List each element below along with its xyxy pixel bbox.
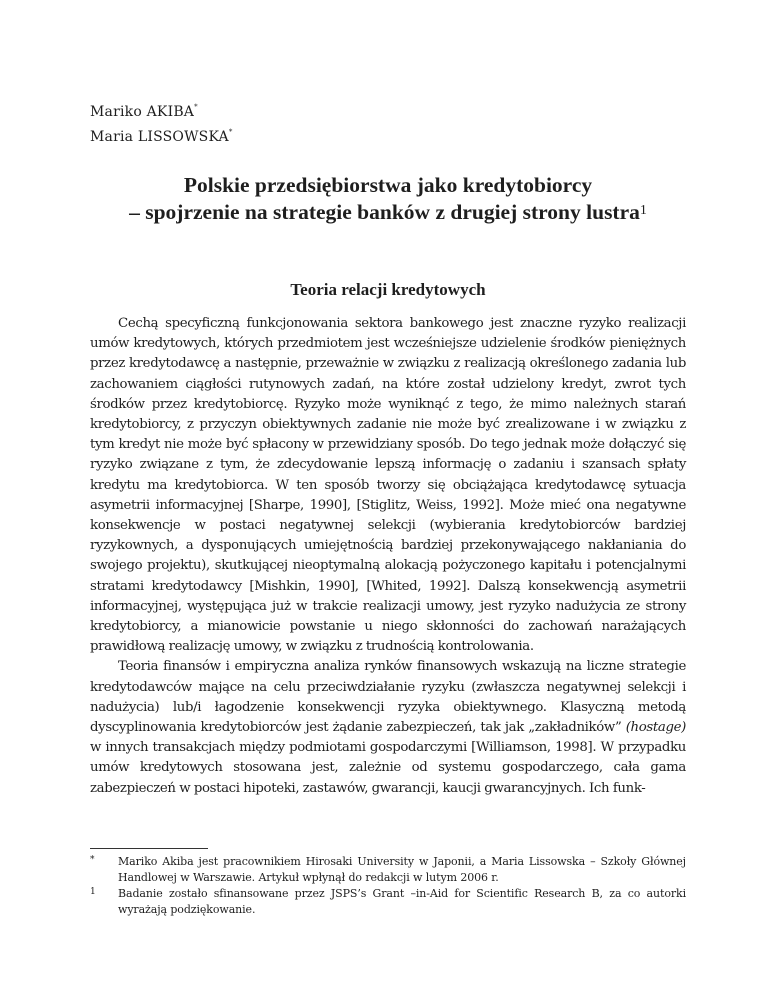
author-line: [90, 122, 233, 147]
paper-title: [90, 173, 686, 225]
author-line: [90, 97, 233, 122]
paragraph-text: Teoria finansów i empiryczna analiza rynków finansowych wskazują na liczne strategie kredytodawców mające na celu przeciwdziałanie ryzyku (zwłaszcza negatywnej selekcji i nadużycia) lub/i łagodzenie konsekwencji ryzyka obiektywnego. Klasyczną metodą dyscyplinowania kredytobiorców jest żądanie zabezpieczeń, tak jak „zakładników”: [90, 659, 686, 736]
footnote-text: Badanie zostało sfinansowane przez JSPS’s Grant –in-Aid for Scientific Research B, za co autorki wyrażają podziękowanie.: [118, 887, 686, 916]
author-list: [90, 97, 233, 147]
footnote-text: Mariko Akiba jest pracownikiem Hirosaki University w Japonii, a Maria Lissowska – Szkoły Głównej Handlowej w Warszawie. Artykuł wpłynął do redakcji w lutym 2006 r.: [118, 855, 686, 884]
footnote-separator: [90, 848, 208, 849]
section-heading: Teoria relacji kredytowych: [290, 280, 486, 299]
body-text: [90, 314, 686, 799]
italic-term: (hostage): [625, 720, 686, 736]
footnote: [90, 854, 686, 886]
author-name: Maria LISSOWSKA: [90, 129, 229, 145]
paragraph-text: w innych transakcjach między podmiotami gospodarczymi [Williamson, 1998]. W przypadku umów kredytowych stosowana jest, zależnie od systemu gospodarczego, cała gama zabezpieczeń w postaci hipoteki, zastawów, gwarancji, kaucji gwarancyjnych. Ich funk-: [90, 740, 686, 796]
paragraph: [90, 657, 686, 798]
title-line-2: [90, 198, 686, 225]
footnote-mark: 1: [90, 887, 96, 897]
author-footnote-mark: *: [228, 128, 233, 136]
footnote-mark: *: [90, 855, 95, 865]
title-line-2-text: – spojrzenie na strategie banków z drugiej strony lustra: [129, 200, 640, 224]
footnotes: [90, 854, 686, 918]
paragraph: Cechą specyficzną funkcjonowania sektora bankowego jest znaczne ryzyko realizacji umów kredytowych, których przedmiotem jest wcześniejsze udzielenie środków pieniężnych przez kredytodawcę a następnie, przeważnie w związku z realizacją określonego zadania lub zachowaniem ciągłości rutynowych zadań, na które został udzielony kredyt, zwrot tych środków przez kredytobiorcę. Ryzyko może wyniknąć z tego, że mimo należnych starań kredytobiorcy, z przyczyn obiektywnych zadanie nie może być zrealizowane i w związku z tym kredyt nie może być spłacony w przewidziany sposób. Do tego jednak może dołączyć się ryzyko związane z tym, że zdecydowanie lepszą informację o zadaniu i szansach spłaty kredytu ma kredytobiorca. W ten sposób tworzy się obciążająca kredytodawcę sytuacja asymetrii informacyjnej [Sharpe, 1990], [Stiglitz, Weiss, 1992]. Może mieć ona negatywne konsekwencje w postaci negatywnej selekcji (wybierania kredytobiorców bardziej ryzykownych, a dysponujących umiejętnością bardziej przekonywającego nakłaniania do swojego projektu), skutkującej nieoptymalną alokacją pożyczonego kapitału i potencjalnymi stratami kredytodawcy [Mishkin, 1990], [Whited, 1992]. Dalszą konsekwencją asymetrii informacyjnej, występująca już w trakcie realizacji umowy, jest ryzyko nadużycia ze strony kredytobiorcy, a mianowicie powstanie u niego skłonności do zachowań narażających prawidłową realizację umowy, w związku z trudnością kontrolowania.: [90, 316, 686, 655]
author-name: Mariko AKIBA: [90, 104, 195, 120]
author-footnote-mark: *: [194, 103, 198, 111]
footnote: [90, 886, 686, 918]
title-footnote-ref: 1: [639, 203, 647, 218]
title-line-1: Polskie przedsiębiorstwa jako kredytobiorcy: [183, 173, 593, 197]
